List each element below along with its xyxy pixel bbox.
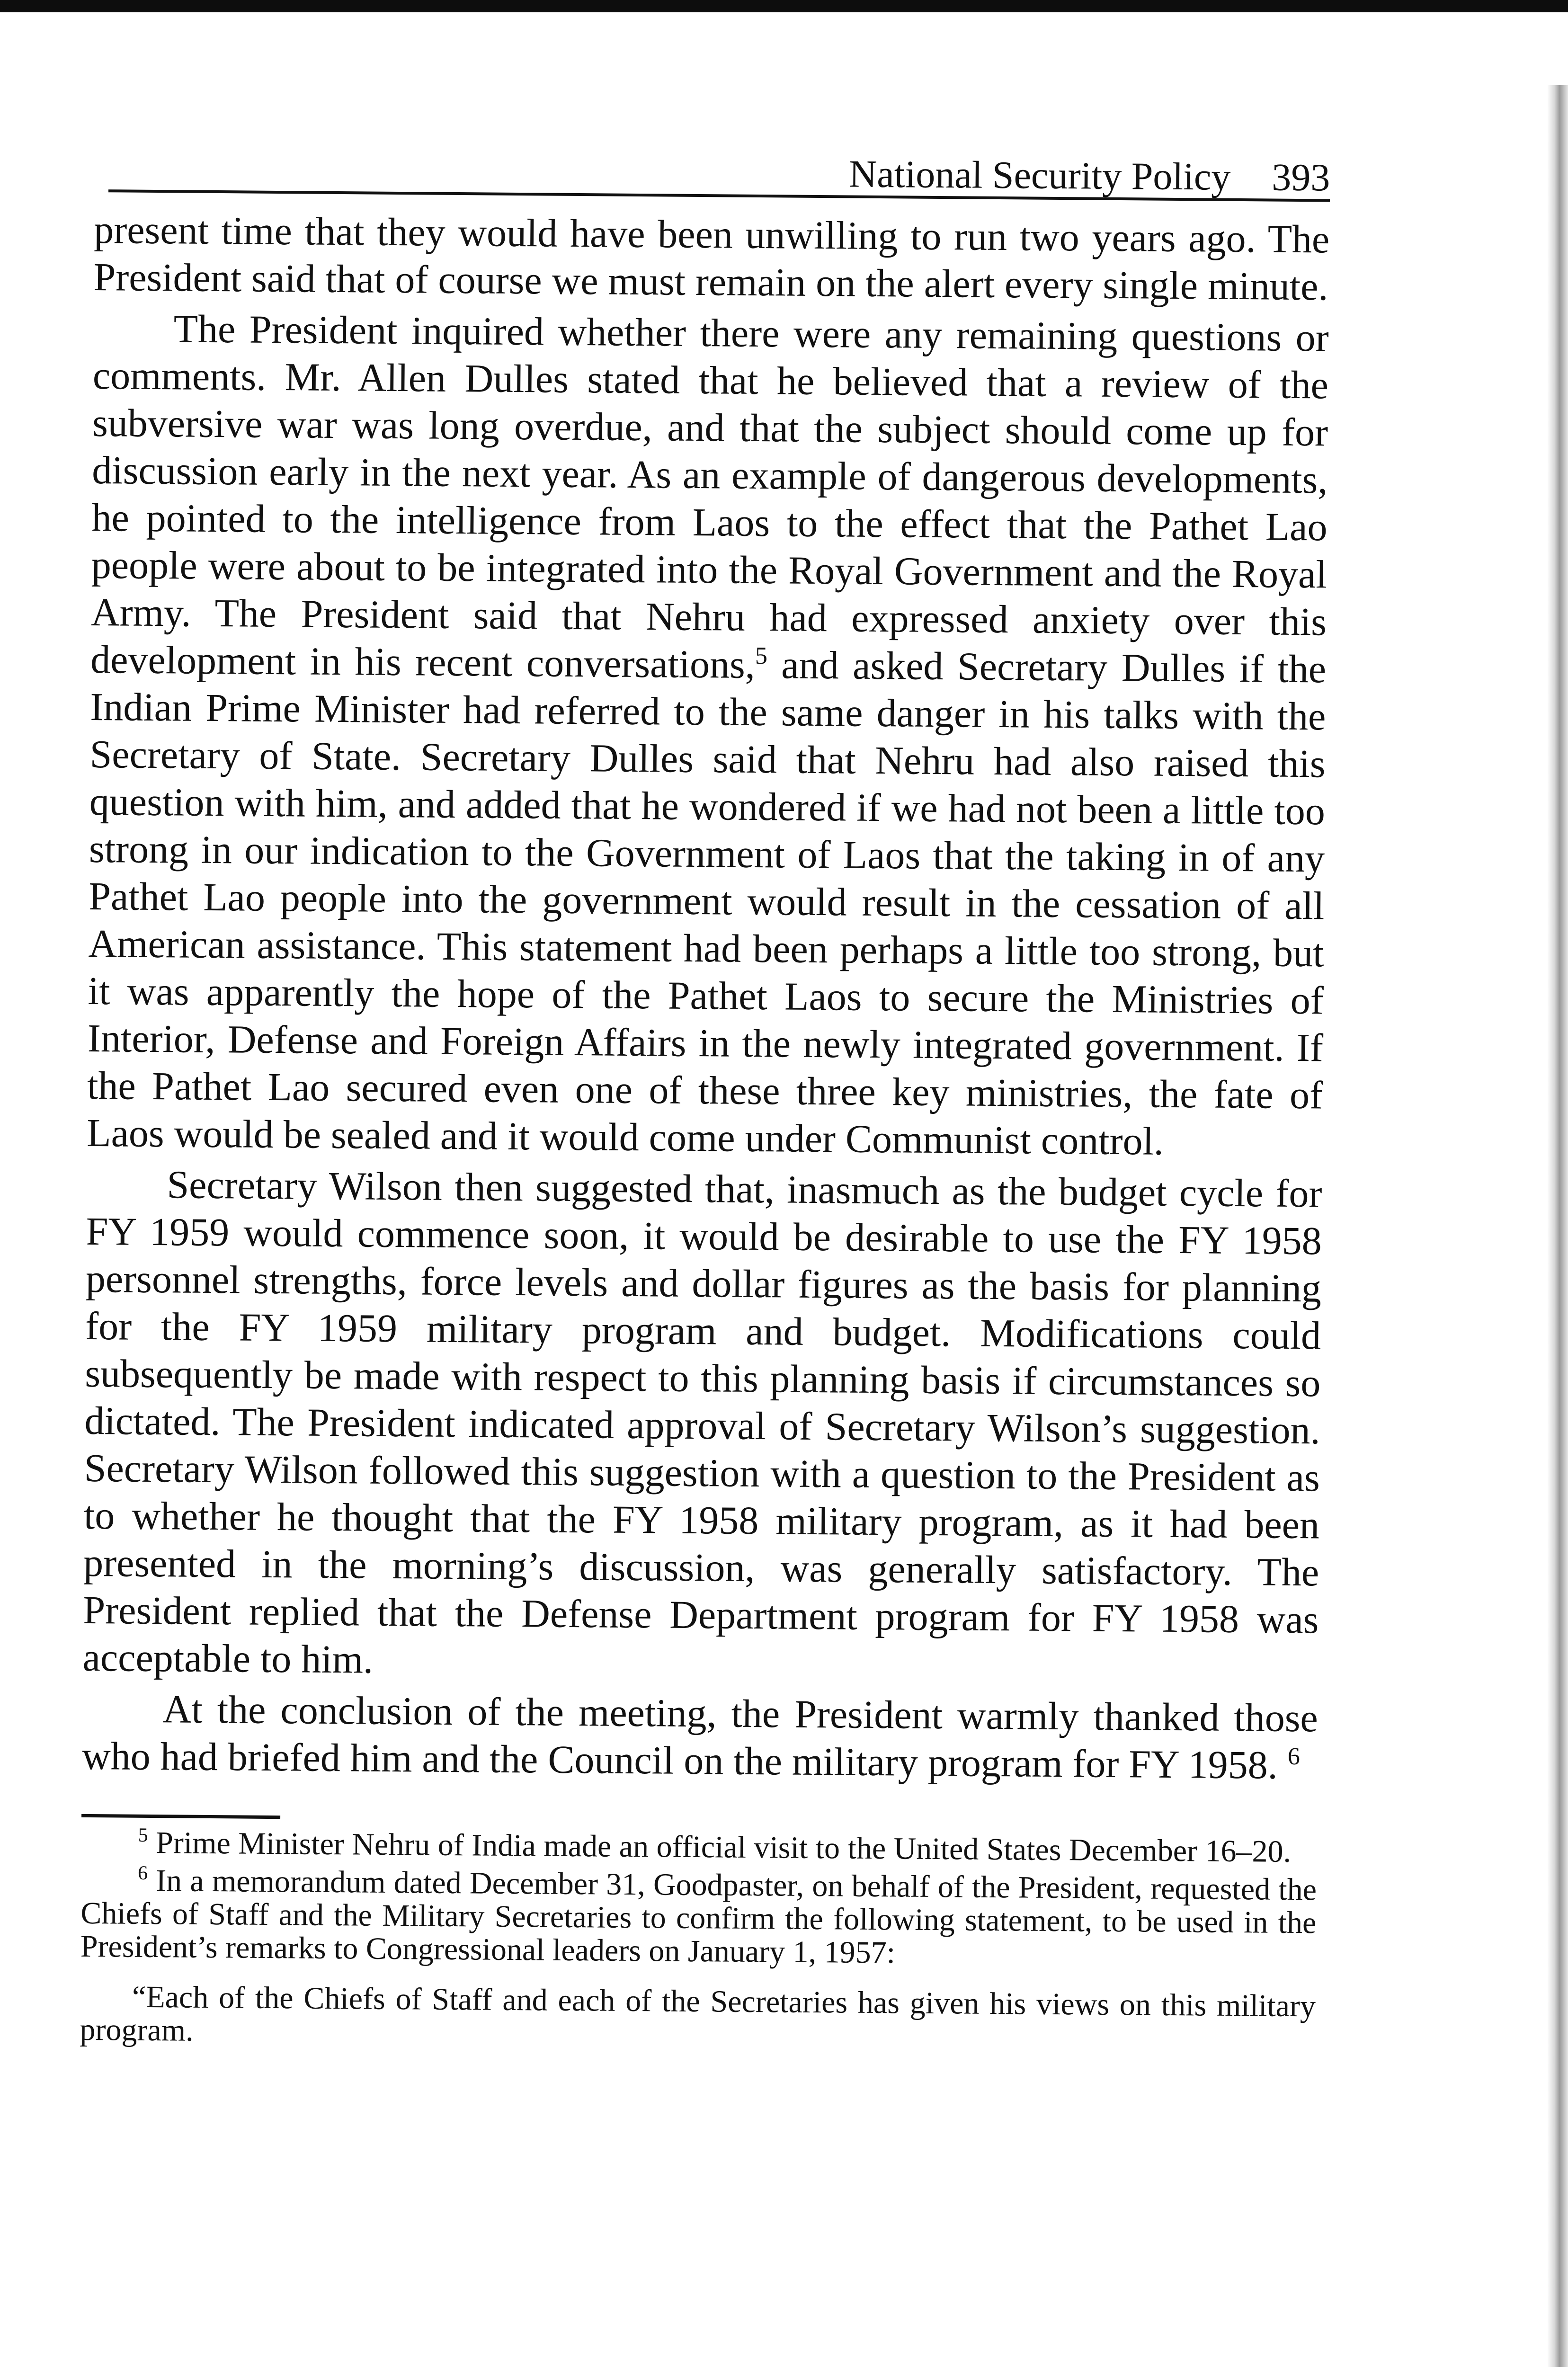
paragraph-text-cont: and asked Secretary Dulles if the Indian Prime Minister had referred to the same danger in his talks with the Secretary of State. Secretary Dulles said that Nehru had also raised this question with him, and added that he wondered if we had not been a little too strong in our indication to the Government of Laos that the taking in of any Pathet Lao people into the government would result in the cessation of all American assistance. This statement had been perhaps a little too strong, but it was apparently the hope of the Pathet Laos to secure the Ministries of Interior, Defense and Foreign Affairs in the newly integrated government. If the Pathet Lao secured even one of these three key ministries, the fate of Laos would be sealed and it would come under Communist control. <box>87 643 1327 1164</box>
footnote-ref-5[interactable]: 5 <box>755 642 768 670</box>
footnote-text: Prime Minister Nehru of India made an official visit to the United States December 16–20. <box>155 1825 1292 1869</box>
footnote-quote: “Each of the Chiefs of Staff and each of the Secretaries has given his views on this military program. <box>80 1979 1316 2048</box>
paragraph-text: The President inquired whether there were any remaining questions or comments. Mr. Allen Dulles stated that he believed that a review of the subversive war was long overdue, and that the subject should come up for discussion early in the next year. As an example of dangerous developments, he pointed to the intelligence from Laos to the effect that the Pathet Lao people were about to be integrated into the Royal Government and the Royal Army. The President said that Nehru had expressed anxiety over this development in his recent conversations, <box>90 307 1329 687</box>
paragraph-wilson-budget: Secretary Wilson then suggested that, inasmuch as the budget cycle for FY 1959 would commence soon, it would be desirable to use the FY 1958 personnel strengths, force levels and dollar figures as the basis for planning for the FY 1959 military program and budget. Modifications could subsequently be made with respect to this planning basis if circumstances so dictated. The President indicated approval of Secretary Wilson’s suggestion. Secretary Wilson followed this suggestion with a question to the President as to whether he thought that the FY 1958 military program, as it had been presented in the morning’s discussion, was generally satisfactory. The President replied that the Defense Department program for FY 1958 was acceptable to him. <box>82 1163 1322 1682</box>
running-head-title: National Security Policy <box>848 152 1231 198</box>
footnote-6 <box>80 1864 1317 1973</box>
paragraph-text: At the conclusion of the meeting, the President warmly thanked those who had briefed him and the Council on the military program for FY 1958. <box>81 1687 1319 1788</box>
footnote-number: 6 <box>137 1862 148 1884</box>
scan-top-edge <box>0 0 1568 12</box>
footnote-number: 5 <box>138 1824 148 1846</box>
page-number: 393 <box>1271 155 1330 199</box>
scan-right-edge <box>1547 85 1568 2367</box>
footnote-text: In a memorandum dated December 31, Goodpaster, on behalf of the President, requested the Chiefs of Staff and the Military Secretaries to confirm the following statement, to be used in the President’s remarks to Congressional leaders on January 1, 1957: <box>80 1863 1317 1970</box>
paragraph-conclusion <box>82 1685 1318 1789</box>
body-text <box>82 206 1330 1789</box>
running-head <box>108 133 1330 202</box>
paragraph-continued: present time that they would have been unwilling to run two years ago. The President said that of course we must remain on the alert every single minute. <box>93 207 1330 309</box>
paragraph-dulles-laos <box>87 305 1329 1166</box>
footnote-divider <box>81 1814 280 1819</box>
footnote-5 <box>81 1826 1317 1869</box>
footnote-ref-6[interactable]: 6 <box>1287 1743 1301 1771</box>
document-page <box>80 133 1330 2056</box>
